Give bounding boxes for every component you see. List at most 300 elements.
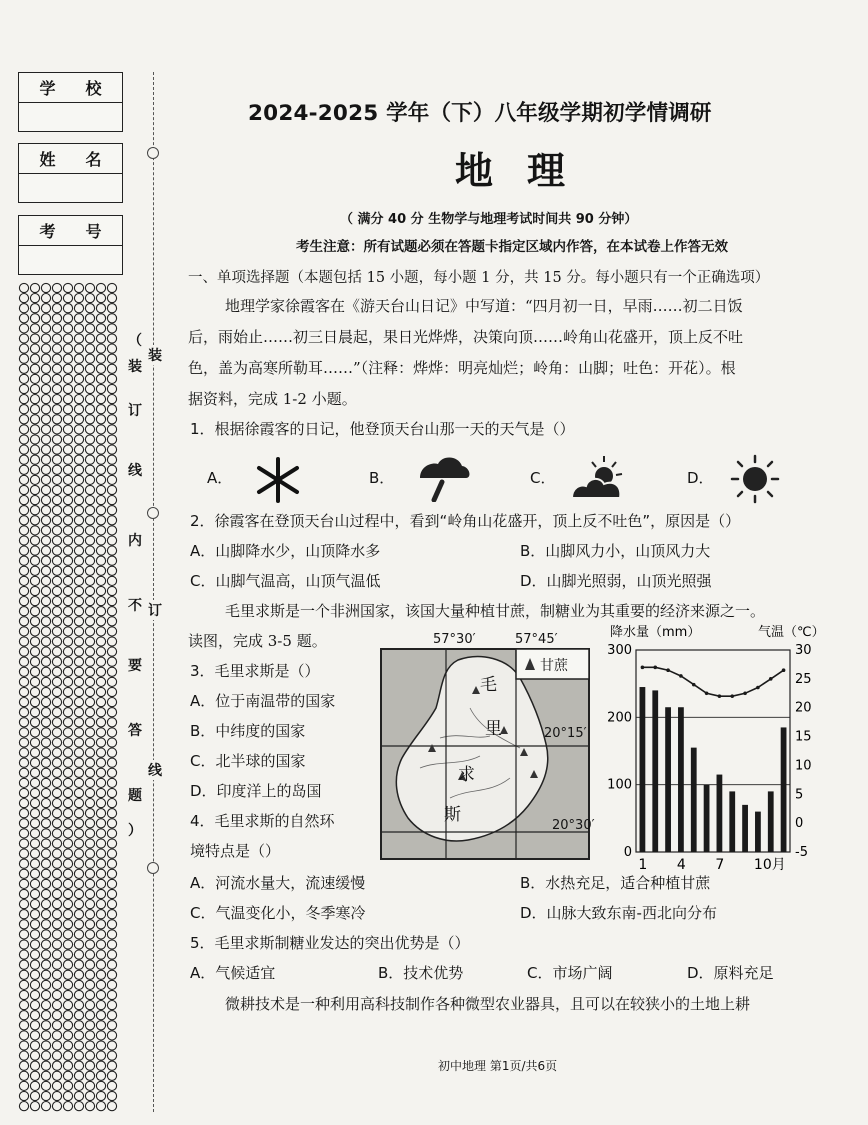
answer-bubble[interactable] — [52, 283, 61, 292]
q4-option-a[interactable]: A．河流水量大，流速缓慢 — [190, 874, 366, 892]
answer-bubble[interactable] — [85, 647, 94, 656]
answer-bubble[interactable] — [63, 1091, 72, 1100]
answer-bubble[interactable] — [19, 869, 28, 878]
answer-bubble[interactable] — [85, 819, 94, 828]
answer-bubble[interactable] — [96, 849, 105, 858]
answer-bubble[interactable] — [19, 283, 28, 292]
answer-bubble[interactable] — [52, 940, 61, 949]
answer-bubble[interactable] — [85, 900, 94, 909]
answer-bubble[interactable] — [52, 1051, 61, 1060]
answer-bubble[interactable] — [74, 1031, 83, 1040]
answer-bubble[interactable] — [107, 748, 116, 757]
answer-bubble[interactable] — [96, 526, 105, 535]
answer-bubble[interactable] — [41, 708, 50, 717]
answer-bubble[interactable] — [63, 950, 72, 959]
answer-bubble[interactable] — [52, 799, 61, 808]
answer-bubble[interactable] — [52, 384, 61, 393]
answer-bubble[interactable] — [63, 738, 72, 747]
answer-bubble[interactable] — [30, 1061, 39, 1070]
answer-bubble[interactable] — [30, 839, 39, 848]
answer-bubble[interactable] — [74, 980, 83, 989]
answer-bubble[interactable] — [52, 677, 61, 686]
answer-bubble[interactable] — [107, 889, 116, 898]
answer-bubble[interactable] — [63, 657, 72, 666]
answer-bubble[interactable] — [85, 597, 94, 606]
answer-bubble[interactable] — [96, 950, 105, 959]
answer-bubble[interactable] — [30, 748, 39, 757]
answer-bubble[interactable] — [85, 657, 94, 666]
answer-bubble[interactable] — [30, 738, 39, 747]
answer-bubble[interactable] — [52, 960, 61, 969]
answer-bubble[interactable] — [63, 667, 72, 676]
answer-bubble[interactable] — [85, 556, 94, 565]
answer-bubble[interactable] — [63, 536, 72, 545]
answer-bubble[interactable] — [41, 960, 50, 969]
answer-bubble[interactable] — [74, 1102, 83, 1111]
answer-bubble[interactable] — [96, 304, 105, 313]
answer-bubble[interactable] — [63, 758, 72, 767]
answer-bubble[interactable] — [74, 819, 83, 828]
answer-bubble[interactable] — [19, 829, 28, 838]
answer-bubble[interactable] — [107, 435, 116, 444]
answer-bubble[interactable] — [85, 485, 94, 494]
answer-bubble[interactable] — [19, 506, 28, 515]
answer-bubble[interactable] — [85, 768, 94, 777]
answer-bubble[interactable] — [107, 859, 116, 868]
answer-bubble[interactable] — [74, 586, 83, 595]
answer-bubble[interactable] — [41, 485, 50, 494]
answer-bubble[interactable] — [19, 849, 28, 858]
answer-bubble[interactable] — [107, 597, 116, 606]
answer-bubble[interactable] — [63, 425, 72, 434]
answer-bubble[interactable] — [41, 617, 50, 626]
answer-bubble[interactable] — [63, 617, 72, 626]
answer-bubble[interactable] — [107, 869, 116, 878]
answer-bubble[interactable] — [107, 445, 116, 454]
answer-bubble[interactable] — [85, 566, 94, 575]
answer-bubble[interactable] — [74, 304, 83, 313]
answer-bubble[interactable] — [19, 920, 28, 929]
answer-bubble[interactable] — [30, 485, 39, 494]
answer-bubble[interactable] — [41, 940, 50, 949]
answer-bubble[interactable] — [30, 1011, 39, 1020]
answer-bubble[interactable] — [41, 1051, 50, 1060]
q2-option-c[interactable]: C．山脚气温高，山顶气温低 — [190, 572, 381, 590]
answer-bubble[interactable] — [30, 496, 39, 505]
answer-bubble[interactable] — [74, 445, 83, 454]
answer-bubble[interactable] — [74, 829, 83, 838]
answer-bubble[interactable] — [74, 728, 83, 737]
answer-bubble[interactable] — [52, 788, 61, 797]
answer-bubble[interactable] — [96, 395, 105, 404]
answer-bubble[interactable] — [85, 869, 94, 878]
answer-bubble[interactable] — [63, 637, 72, 646]
answer-bubble[interactable] — [107, 900, 116, 909]
answer-bubble[interactable] — [30, 597, 39, 606]
answer-bubble[interactable] — [19, 546, 28, 555]
answer-bubble[interactable] — [85, 374, 94, 383]
answer-bubble[interactable] — [96, 384, 105, 393]
answer-bubble[interactable] — [30, 647, 39, 656]
answer-bubble[interactable] — [107, 1102, 116, 1111]
answer-bubble[interactable] — [85, 576, 94, 585]
answer-bubble[interactable] — [107, 536, 116, 545]
answer-bubble[interactable] — [74, 1021, 83, 1030]
answer-bubble[interactable] — [63, 970, 72, 979]
answer-bubble[interactable] — [74, 485, 83, 494]
answer-bubble[interactable] — [74, 516, 83, 525]
answer-bubble[interactable] — [96, 364, 105, 373]
answer-bubble[interactable] — [41, 718, 50, 727]
answer-bubble[interactable] — [96, 940, 105, 949]
answer-bubble[interactable] — [30, 799, 39, 808]
answer-bubble[interactable] — [52, 667, 61, 676]
answer-bubble[interactable] — [63, 597, 72, 606]
answer-bubble[interactable] — [30, 283, 39, 292]
answer-bubble[interactable] — [107, 546, 116, 555]
answer-bubble[interactable] — [41, 889, 50, 898]
answer-bubble[interactable] — [85, 667, 94, 676]
answer-bubble[interactable] — [19, 647, 28, 656]
answer-bubble[interactable] — [63, 627, 72, 636]
answer-bubble[interactable] — [74, 566, 83, 575]
answer-bubble[interactable] — [63, 839, 72, 848]
answer-bubble[interactable] — [19, 566, 28, 575]
answer-bubble[interactable] — [52, 607, 61, 616]
answer-bubble[interactable] — [96, 485, 105, 494]
answer-bubble[interactable] — [52, 647, 61, 656]
q4-option-d[interactable]: D．山脉大致东南-西北向分布 — [520, 904, 717, 922]
answer-bubble[interactable] — [63, 990, 72, 999]
answer-bubble[interactable] — [52, 445, 61, 454]
answer-bubble[interactable] — [52, 304, 61, 313]
answer-bubble[interactable] — [107, 667, 116, 676]
answer-bubble[interactable] — [74, 778, 83, 787]
answer-bubble[interactable] — [30, 960, 39, 969]
answer-bubble[interactable] — [96, 687, 105, 696]
answer-bubble[interactable] — [63, 455, 72, 464]
answer-bubble[interactable] — [19, 1102, 28, 1111]
answer-bubble[interactable] — [63, 1011, 72, 1020]
answer-bubble[interactable] — [41, 950, 50, 959]
answer-bubble[interactable] — [63, 647, 72, 656]
q2-option-a[interactable]: A．山脚降水少，山顶降水多 — [190, 542, 381, 560]
answer-bubble[interactable] — [107, 849, 116, 858]
answer-bubble[interactable] — [63, 607, 72, 616]
answer-bubble[interactable] — [107, 758, 116, 767]
answer-bubble[interactable] — [41, 1001, 50, 1010]
answer-bubble[interactable] — [19, 970, 28, 979]
answer-bubble[interactable] — [85, 1011, 94, 1020]
answer-bubble[interactable] — [63, 910, 72, 919]
answer-bubble[interactable] — [30, 475, 39, 484]
answer-bubble[interactable] — [19, 374, 28, 383]
answer-bubble[interactable] — [85, 910, 94, 919]
answer-bubble[interactable] — [30, 708, 39, 717]
answer-bubble[interactable] — [63, 374, 72, 383]
answer-bubble[interactable] — [96, 294, 105, 303]
answer-bubble[interactable] — [41, 829, 50, 838]
answer-bubble[interactable] — [52, 536, 61, 545]
answer-bubble[interactable] — [74, 1051, 83, 1060]
answer-bubble[interactable] — [41, 627, 50, 636]
answer-bubble[interactable] — [74, 526, 83, 535]
answer-bubble[interactable] — [107, 839, 116, 848]
answer-bubble[interactable] — [107, 627, 116, 636]
answer-bubble[interactable] — [19, 677, 28, 686]
answer-bubble[interactable] — [19, 910, 28, 919]
answer-bubble[interactable] — [41, 920, 50, 929]
answer-bubble[interactable] — [63, 718, 72, 727]
answer-bubble[interactable] — [96, 920, 105, 929]
answer-bubble[interactable] — [85, 718, 94, 727]
answer-bubble[interactable] — [74, 425, 83, 434]
answer-bubble[interactable] — [96, 1071, 105, 1080]
answer-bubble[interactable] — [19, 930, 28, 939]
answer-bubble[interactable] — [107, 526, 116, 535]
answer-bubble[interactable] — [41, 1041, 50, 1050]
answer-bubble[interactable] — [74, 990, 83, 999]
answer-bubble[interactable] — [19, 485, 28, 494]
answer-bubble[interactable] — [19, 980, 28, 989]
q5-option-c[interactable]: C．市场广阔 — [527, 964, 613, 982]
answer-bubble[interactable] — [52, 748, 61, 757]
answer-bubble[interactable] — [19, 1041, 28, 1050]
answer-bubble[interactable] — [74, 708, 83, 717]
answer-bubble[interactable] — [96, 415, 105, 424]
answer-bubble[interactable] — [52, 1021, 61, 1030]
answer-bubble[interactable] — [63, 748, 72, 757]
answer-bubble[interactable] — [96, 900, 105, 909]
answer-bubble[interactable] — [74, 294, 83, 303]
answer-bubble[interactable] — [30, 687, 39, 696]
answer-bubble[interactable] — [85, 687, 94, 696]
answer-bubble[interactable] — [41, 1102, 50, 1111]
answer-bubble[interactable] — [41, 758, 50, 767]
answer-bubble[interactable] — [19, 940, 28, 949]
answer-bubble[interactable] — [30, 1091, 39, 1100]
answer-bubble[interactable] — [52, 829, 61, 838]
answer-bubble[interactable] — [85, 799, 94, 808]
answer-bubble[interactable] — [52, 657, 61, 666]
answer-bubble[interactable] — [107, 354, 116, 363]
answer-bubble[interactable] — [30, 617, 39, 626]
answer-bubble[interactable] — [52, 879, 61, 888]
answer-bubble[interactable] — [52, 728, 61, 737]
answer-bubble[interactable] — [19, 960, 28, 969]
answer-bubble[interactable] — [74, 910, 83, 919]
answer-bubble[interactable] — [52, 819, 61, 828]
answer-bubble[interactable] — [96, 465, 105, 474]
answer-bubble[interactable] — [41, 1021, 50, 1030]
answer-bubble[interactable] — [63, 698, 72, 707]
answer-bubble[interactable] — [107, 788, 116, 797]
answer-bubble[interactable] — [19, 708, 28, 717]
answer-bubble[interactable] — [52, 334, 61, 343]
answer-bubble[interactable] — [96, 788, 105, 797]
answer-bubble[interactable] — [96, 283, 105, 292]
answer-bubble[interactable] — [74, 920, 83, 929]
answer-bubble[interactable] — [96, 607, 105, 616]
answer-bubble[interactable] — [63, 809, 72, 818]
answer-bubble[interactable] — [63, 788, 72, 797]
answer-bubble[interactable] — [19, 809, 28, 818]
answer-bubble[interactable] — [30, 910, 39, 919]
answer-bubble[interactable] — [63, 294, 72, 303]
answer-bubble[interactable] — [52, 889, 61, 898]
answer-bubble[interactable] — [63, 980, 72, 989]
answer-bubble[interactable] — [41, 839, 50, 848]
answer-bubble[interactable] — [63, 849, 72, 858]
answer-bubble[interactable] — [85, 536, 94, 545]
answer-bubble[interactable] — [74, 475, 83, 484]
answer-bubble[interactable] — [30, 1071, 39, 1080]
answer-bubble[interactable] — [19, 799, 28, 808]
answer-bubble[interactable] — [41, 768, 50, 777]
answer-bubble[interactable] — [74, 869, 83, 878]
answer-bubble[interactable] — [63, 354, 72, 363]
answer-bubble[interactable] — [63, 506, 72, 515]
answer-bubble[interactable] — [96, 1001, 105, 1010]
answer-bubble[interactable] — [41, 849, 50, 858]
q4-option-b[interactable]: B．水热充足，适合种植甘蔗 — [520, 874, 711, 892]
answer-bubble[interactable] — [63, 435, 72, 444]
answer-bubble[interactable] — [85, 889, 94, 898]
answer-bubble[interactable] — [30, 526, 39, 535]
answer-bubble[interactable] — [19, 950, 28, 959]
answer-bubble[interactable] — [96, 990, 105, 999]
answer-bubble[interactable] — [19, 576, 28, 585]
answer-bubble[interactable] — [30, 980, 39, 989]
answer-bubble[interactable] — [107, 294, 116, 303]
answer-bubble[interactable] — [107, 778, 116, 787]
answer-bubble[interactable] — [52, 698, 61, 707]
answer-bubble[interactable] — [41, 576, 50, 585]
answer-bubble[interactable] — [41, 586, 50, 595]
answer-bubble[interactable] — [63, 344, 72, 353]
answer-bubble[interactable] — [52, 485, 61, 494]
answer-bubble[interactable] — [19, 384, 28, 393]
answer-bubble[interactable] — [74, 334, 83, 343]
answer-bubble[interactable] — [41, 415, 50, 424]
answer-bubble[interactable] — [63, 576, 72, 585]
answer-bubble[interactable] — [52, 576, 61, 585]
answer-bubble[interactable] — [107, 1011, 116, 1020]
answer-bubble[interactable] — [96, 1091, 105, 1100]
answer-bubble[interactable] — [41, 566, 50, 575]
answer-bubble[interactable] — [30, 465, 39, 474]
answer-bubble[interactable] — [30, 869, 39, 878]
answer-bubble[interactable] — [41, 778, 50, 787]
answer-bubble[interactable] — [41, 556, 50, 565]
answer-bubble[interactable] — [41, 455, 50, 464]
answer-bubble[interactable] — [74, 637, 83, 646]
answer-bubble[interactable] — [107, 324, 116, 333]
answer-bubble[interactable] — [85, 546, 94, 555]
answer-bubble[interactable] — [74, 940, 83, 949]
answer-bubble[interactable] — [41, 506, 50, 515]
answer-bubble[interactable] — [52, 506, 61, 515]
answer-bubble[interactable] — [19, 597, 28, 606]
q5-option-b[interactable]: B．技术优势 — [378, 964, 464, 982]
answer-bubble[interactable] — [30, 900, 39, 909]
answer-bubble[interactable] — [63, 819, 72, 828]
answer-bubble[interactable] — [30, 809, 39, 818]
answer-bubble[interactable] — [107, 940, 116, 949]
answer-bubble[interactable] — [107, 516, 116, 525]
answer-bubble[interactable] — [107, 687, 116, 696]
answer-bubble[interactable] — [107, 1061, 116, 1070]
answer-bubble[interactable] — [30, 354, 39, 363]
answer-bubble[interactable] — [85, 778, 94, 787]
answer-bubble[interactable] — [41, 1031, 50, 1040]
answer-bubble[interactable] — [74, 576, 83, 585]
answer-bubble[interactable] — [85, 980, 94, 989]
answer-bubble[interactable] — [52, 496, 61, 505]
answer-bubble[interactable] — [74, 627, 83, 636]
answer-bubble[interactable] — [41, 748, 50, 757]
answer-bubble[interactable] — [52, 1091, 61, 1100]
answer-bubble[interactable] — [52, 849, 61, 858]
answer-bubble[interactable] — [19, 1081, 28, 1090]
answer-bubble[interactable] — [41, 465, 50, 474]
answer-bubble[interactable] — [107, 334, 116, 343]
answer-bubble[interactable] — [52, 970, 61, 979]
answer-bubble[interactable] — [85, 294, 94, 303]
answer-bubble[interactable] — [63, 465, 72, 474]
answer-bubble[interactable] — [96, 1102, 105, 1111]
q1-option-d[interactable]: D． — [687, 469, 714, 487]
answer-bubble[interactable] — [63, 728, 72, 737]
answer-bubble[interactable] — [52, 526, 61, 535]
answer-bubble[interactable] — [74, 738, 83, 747]
answer-bubble[interactable] — [19, 607, 28, 616]
answer-bubble[interactable] — [19, 354, 28, 363]
answer-bubble[interactable] — [85, 496, 94, 505]
answer-bubble[interactable] — [19, 990, 28, 999]
answer-bubble[interactable] — [52, 364, 61, 373]
exam-id-field[interactable] — [18, 215, 123, 275]
answer-bubble[interactable] — [19, 405, 28, 414]
answer-bubble[interactable] — [85, 1041, 94, 1050]
answer-bubble[interactable] — [85, 879, 94, 888]
q1-option-c[interactable]: C． — [530, 469, 556, 487]
answer-bubble[interactable] — [30, 698, 39, 707]
answer-bubble[interactable] — [19, 334, 28, 343]
answer-bubble[interactable] — [85, 526, 94, 535]
answer-bubble[interactable] — [107, 395, 116, 404]
answer-bubble[interactable] — [85, 1051, 94, 1060]
answer-bubble[interactable] — [85, 455, 94, 464]
answer-bubble[interactable] — [85, 839, 94, 848]
answer-bubble[interactable] — [74, 496, 83, 505]
answer-bubble[interactable] — [107, 475, 116, 484]
answer-bubble[interactable] — [85, 930, 94, 939]
answer-bubble[interactable] — [96, 708, 105, 717]
answer-bubble[interactable] — [30, 294, 39, 303]
answer-bubble[interactable] — [19, 586, 28, 595]
answer-bubble[interactable] — [52, 516, 61, 525]
answer-bubble[interactable] — [19, 314, 28, 323]
answer-bubble[interactable] — [30, 768, 39, 777]
answer-bubble[interactable] — [41, 869, 50, 878]
answer-bubble[interactable] — [19, 445, 28, 454]
answer-bubble[interactable] — [30, 677, 39, 686]
answer-bubble[interactable] — [19, 657, 28, 666]
answer-bubble[interactable] — [52, 950, 61, 959]
answer-bubble[interactable] — [19, 728, 28, 737]
answer-bubble[interactable] — [96, 910, 105, 919]
